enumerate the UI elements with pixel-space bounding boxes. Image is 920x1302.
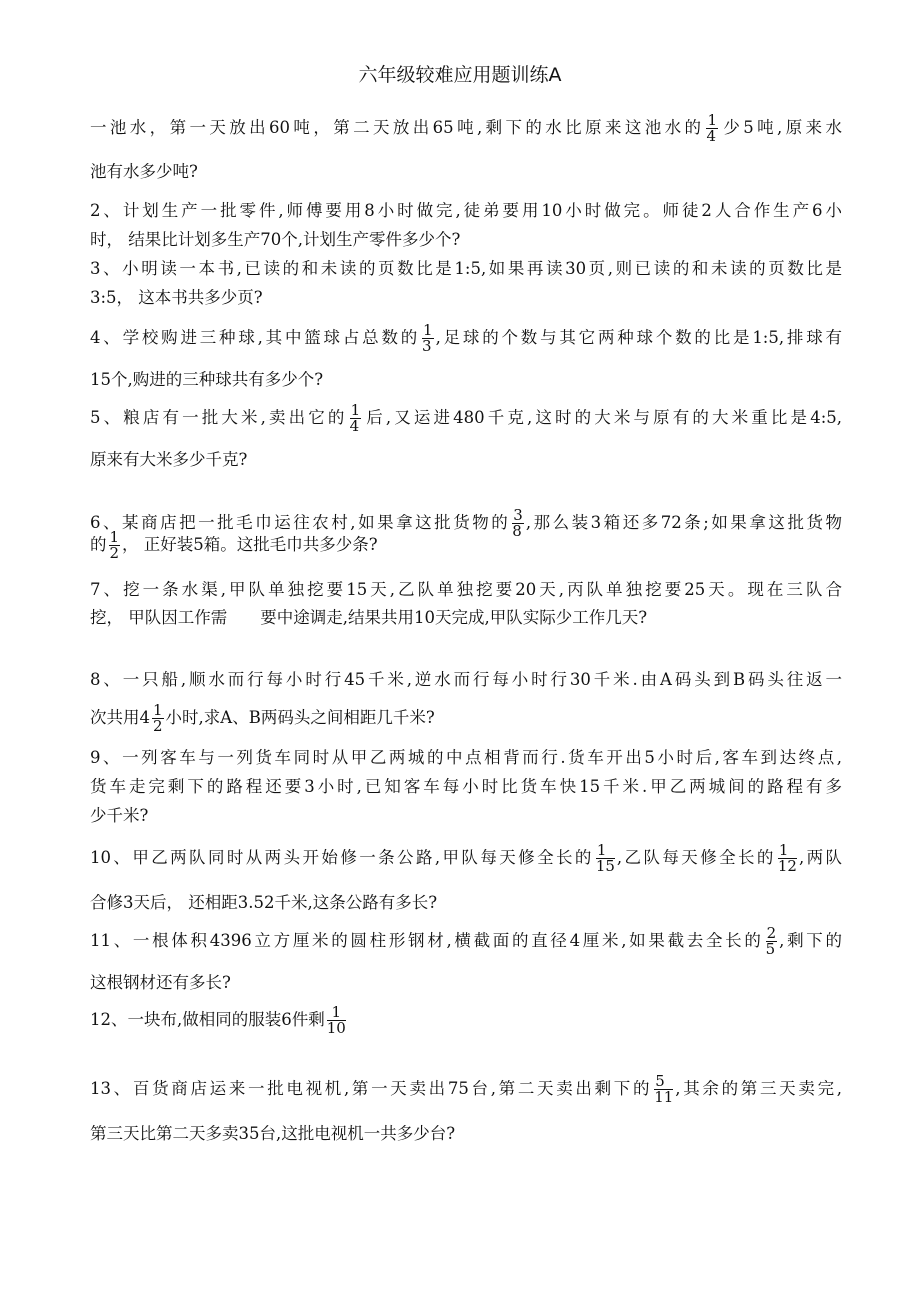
fraction-denominator: 8 — [512, 522, 522, 540]
text-line — [90, 968, 842, 998]
text-line — [90, 254, 842, 284]
text-line — [90, 445, 842, 475]
text-line — [90, 772, 842, 802]
fraction-denominator: 4 — [706, 127, 716, 145]
text-segment: 13、百货商店运来一批电视机,第一天卖出75台,第二天卖出剩下的 — [90, 1079, 653, 1098]
fraction-denominator: 5 — [765, 940, 776, 958]
text-segment: 3、小明读一本书,已读的和未读的页数比是1:5,如果再读30页,则已读的和未读的页数比是 — [90, 259, 842, 278]
text-line — [90, 323, 842, 353]
text-line — [90, 530, 842, 560]
text-segment: 的 — [90, 535, 107, 554]
text-line — [90, 283, 842, 313]
fraction — [596, 843, 615, 874]
fraction-numerator: 1 — [423, 321, 433, 339]
text-segment: 少5吨,原来水 — [719, 118, 842, 137]
fraction-denominator: 4 — [349, 417, 360, 435]
text-segment: 5、粮店有一批大米,卖出它的 — [90, 408, 348, 427]
text-segment: 2、计划生产一批零件,师傅要用8小时做完,徒弟要用10小时做完。师徒2人合作生产6小 — [90, 201, 842, 220]
text-line — [90, 703, 842, 733]
fraction-denominator: 11 — [654, 1088, 674, 1106]
text-segment: 小时,求A、B两码头之间相距几千米? — [165, 708, 435, 727]
text-line — [90, 665, 842, 695]
fraction-denominator: 12 — [777, 857, 797, 875]
fraction — [654, 1074, 673, 1105]
text-line — [90, 1074, 842, 1104]
text-segment: 6、某商店把一批毛巾运往农村,如果拿这批货物的 — [90, 513, 511, 532]
text-segment: 一池水，第一天放出60吨，第二天放出65吨,剩下的水比原来这池水的 — [90, 118, 705, 137]
fraction-denominator: 2 — [153, 717, 163, 735]
fraction-numerator: 1 — [778, 843, 797, 859]
fraction-numerator: 1 — [109, 528, 120, 546]
text-segment: 这根钢材还有多长? — [90, 973, 231, 992]
text-segment: ， 正好装5箱。这批毛巾共多少条? — [122, 535, 378, 554]
fraction-numerator: 1 — [596, 843, 615, 859]
text-segment: 12、一块布,做相同的服装6件剩 — [90, 1010, 325, 1029]
text-segment: 池有水多少吨? — [90, 162, 198, 181]
text-segment: 15个,购进的三种球共有多少个? — [90, 370, 324, 389]
fraction — [152, 703, 164, 734]
text-segment: 货车走完剩下的路程还要3小时,已知客车每小时比货车快15千米.甲乙两城间的路程有多 — [90, 777, 842, 796]
fraction-denominator: 3 — [422, 337, 432, 355]
text-segment: 4、学校购进三种球,其中篮球占总数的 — [90, 328, 421, 347]
text-segment: 原来有大米多少千克? — [90, 450, 248, 469]
text-line — [90, 403, 842, 433]
fraction — [350, 403, 362, 434]
fraction-numerator: 1 — [153, 701, 163, 719]
fraction — [422, 323, 434, 354]
fraction-numerator: 2 — [766, 924, 777, 942]
text-segment: ,那么装3箱还多72条;如果拿这批货物 — [525, 513, 842, 532]
text-segment: 后,又运进480千克,这时的大米与原有的大米重比是4:5, — [363, 408, 842, 427]
text-segment: 3:5， 这本书共多少页? — [90, 288, 263, 307]
text-line — [90, 888, 842, 918]
text-segment: 9、一列客车与一列货车同时从甲乙两城的中点相背而行.货车开出5小时后,客车到达终点, — [90, 748, 842, 767]
fraction-numerator: 5 — [654, 1074, 673, 1090]
text-segment: ,两队 — [798, 848, 843, 867]
text-line — [90, 843, 842, 873]
text-line — [90, 603, 842, 633]
fraction-denominator: 10 — [326, 1019, 346, 1037]
text-segment: 挖， 甲队因工作需 要中途调走,结果共用10天完成,甲队实际少工作几天? — [90, 608, 648, 627]
text-segment: ,其余的第三天卖完, — [675, 1079, 842, 1098]
text-line — [90, 743, 842, 773]
text-segment: 合修3天后， 还相距3.52千米,这条公路有多长? — [90, 893, 438, 912]
text-segment: 少千米? — [90, 806, 149, 825]
text-segment: 第三天比第二天多卖35台,这批电视机一共多少台? — [90, 1124, 456, 1143]
fraction-denominator: 15 — [595, 857, 615, 875]
text-segment: 时， 结果比计划多生产70个,计划生产零件多少个? — [90, 230, 461, 249]
text-segment: ,乙队每天修全长的 — [616, 848, 776, 867]
text-line — [90, 225, 842, 255]
text-line — [90, 1005, 842, 1035]
fraction-denominator: 2 — [109, 544, 120, 562]
text-segment: 8、一只船,顺水而行每小时行45千米,逆水而行每小时行30千米.由A码头到B码头往返一 — [90, 670, 842, 689]
text-line — [90, 196, 842, 226]
text-segment: 10、甲乙两队同时从两头开始修一条公路,甲队每天修全长的 — [90, 848, 594, 867]
text-segment: 11、一根体积4396立方厘米的圆柱形钢材,横截面的直径4厘米,如果截去全长的 — [90, 931, 764, 950]
text-segment: ,足球的个数与其它两种球个数的比是1:5,排球有 — [435, 328, 842, 347]
fraction — [778, 843, 797, 874]
fraction-numerator: 1 — [327, 1005, 346, 1021]
text-line — [90, 801, 842, 831]
text-line — [90, 113, 842, 143]
document-title: 六年级较难应用题训练A — [358, 64, 562, 86]
fraction — [706, 113, 718, 144]
text-line — [90, 365, 842, 395]
text-segment: ,剩下的 — [779, 931, 842, 950]
text-line — [90, 575, 842, 605]
text-segment: 次共用4 — [90, 708, 150, 727]
fraction — [766, 926, 778, 957]
fraction — [327, 1005, 346, 1036]
fraction — [109, 530, 121, 561]
fraction-numerator: 1 — [350, 401, 361, 419]
fraction-numerator: 1 — [707, 111, 717, 129]
text-segment: 7、挖一条水渠,甲队单独挖要15天,乙队单独挖要20天,丙队单独挖要25天。现在三队合 — [90, 580, 842, 599]
text-line — [90, 926, 842, 956]
fraction-numerator: 3 — [513, 506, 523, 524]
text-line — [90, 157, 842, 187]
text-line — [90, 1119, 842, 1149]
